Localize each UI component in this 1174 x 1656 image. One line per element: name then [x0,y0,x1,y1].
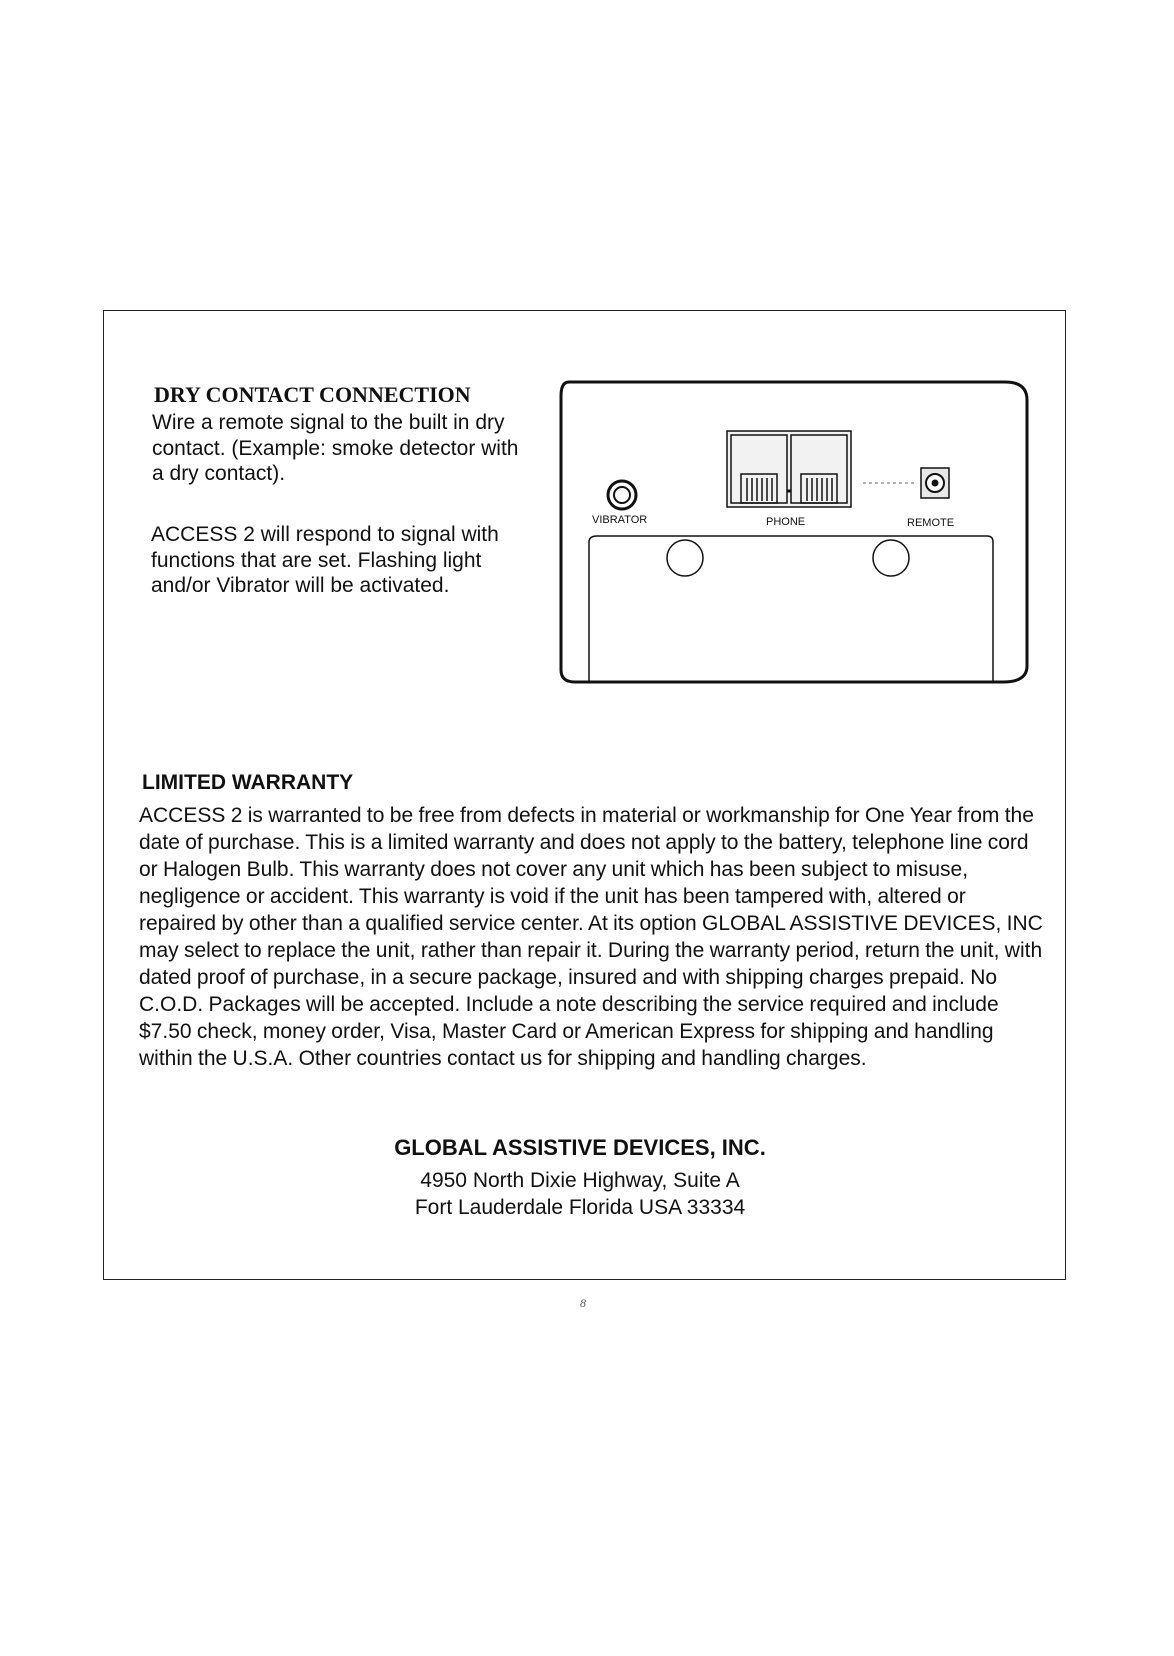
address-line-2: Fort Lauderdale Florida USA 33334 [414,1196,746,1219]
battery-compartment [589,536,993,682]
dry-contact-paragraph-2: ACCESS 2 will respond to signal with functions that are set. Flashing light and/or Vibrator will be activated. [151,523,499,597]
vibrator-label: VIBRATOR [592,514,648,526]
dry-contact-heading: DRY CONTACT CONNECTION [154,382,471,407]
phone-label: PHONE [766,516,806,528]
compartment-screw-left [667,540,703,576]
limited-warranty-heading: LIMITED WARRANTY [142,771,354,794]
device-housing-outline [561,382,1027,682]
company-name: GLOBAL ASSISTIVE DEVICES, INC. [394,1135,766,1160]
device-back-panel-diagram [555,376,1030,690]
phone-jacks-icon [727,431,851,507]
remote-label: REMOTE [907,517,955,529]
dry-contact-paragraph-1: Wire a remote signal to the built in dry contact. (Example: smoke detector with a dry contact). [152,411,519,485]
compartment-screw-right [873,540,909,576]
company-address [300,1167,860,1221]
vibrator-jack-icon [608,481,636,509]
limited-warranty-body: ACCESS 2 is warranted to be free from defects in material or workmanship for One Year from the date of purchase. This is a limited warranty and does not apply to the battery, telephone line cord or Halogen Bulb. This warranty does not cover any unit which has been subject to misuse, negligence or accident. This warranty is void if the unit has been tampered with, altered or repaired by other than a qualified service center. At its option GLOBAL ASSISTIVE DEVICES, INC may select to replace the unit, rather than repair it. During the warranty period, return the unit, with dated proof of purchase, in a secure package, insured and with shipping charges prepaid. No C.O.D. Packages will be accepted. Include a note describing the service required and include $7.50 check, money order, Visa, Master Card or American Express for shipping and handling within the U.S.A. Other countries contact us for shipping and handling charges. [139,804,1043,1070]
address-line-1: 4950 North Dixie Highway, Suite A [420,1169,740,1192]
page-number: 8 [580,1296,586,1310]
remote-jack-icon [921,468,949,498]
